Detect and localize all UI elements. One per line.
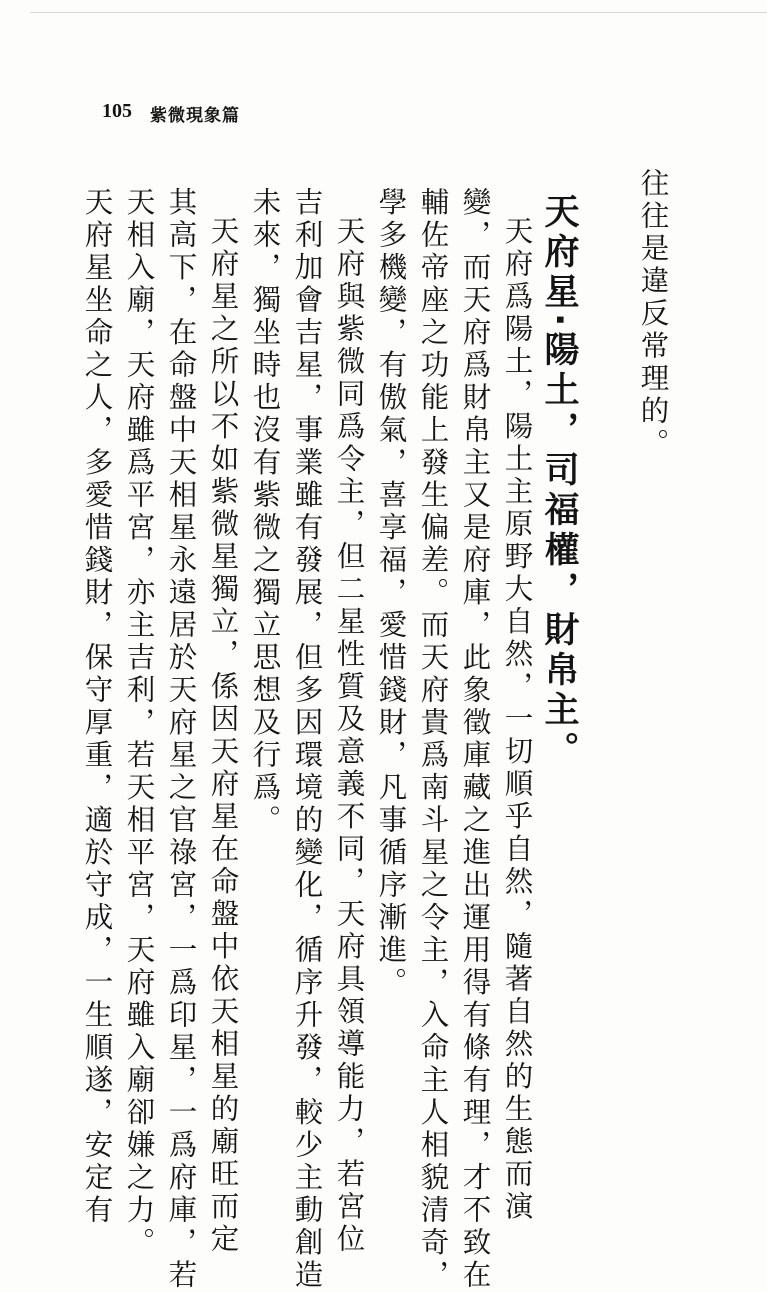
top-border-line bbox=[30, 12, 767, 13]
text-column-13: 天府星坐命之人，多愛惜錢財，保守厚重，適於守成，一生順遂，安定有 bbox=[80, 187, 114, 1227]
text-column-12: 天相入廟，天府雖爲平宮，亦主吉利，若天相平宮，天府雖入廟卻嫌之力。 bbox=[122, 187, 156, 1260]
text-column-6: 學多機變，有傲氣，喜享福，愛惜錢財，凡事循序漸進。 bbox=[374, 187, 408, 1000]
text-column-10: 天府星之所以不如紫微星獨立，係因天府星在命盤中依天相星的廟旺而定 bbox=[206, 216, 240, 1256]
text-column-5: 輔佐帝座之功能上發生偏差。而天府貴爲南斗星之令主，入命主人相貌清奇， bbox=[416, 187, 450, 1292]
text-column-7: 天府與紫微同爲令主，但二星性質及意義不同，天府具領導能力，若宮位 bbox=[332, 216, 366, 1256]
text-column-3: 天府爲陽土，陽土主原野大自然，一切順乎自然，隨著自然的生態而演 bbox=[500, 216, 534, 1224]
text-column-8: 吉利加會吉星，事業雖有發展，但多因環境的變化，循序升發，較少主動創造 bbox=[290, 187, 324, 1292]
section-heading: 天府星·陽土，司福權，財帛主。 bbox=[539, 193, 579, 772]
running-title: 紫微現象篇 bbox=[150, 106, 240, 126]
text-column-9: 未來，獨坐時也沒有紫微之獨立思想及行爲。 bbox=[248, 187, 282, 837]
text-column-11: 其高下，在命盤中天相星永遠居於天府星之官祿宮，一爲印星，一爲府庫，若 bbox=[164, 187, 198, 1292]
text-column-4: 變，而天府爲財帛主又是府庫，此象徵庫藏之進出運用得有條有理，才不致在 bbox=[458, 187, 492, 1292]
text-column-1: 往往是違反常理的。 bbox=[636, 168, 670, 461]
page-number: 105 bbox=[102, 100, 132, 122]
